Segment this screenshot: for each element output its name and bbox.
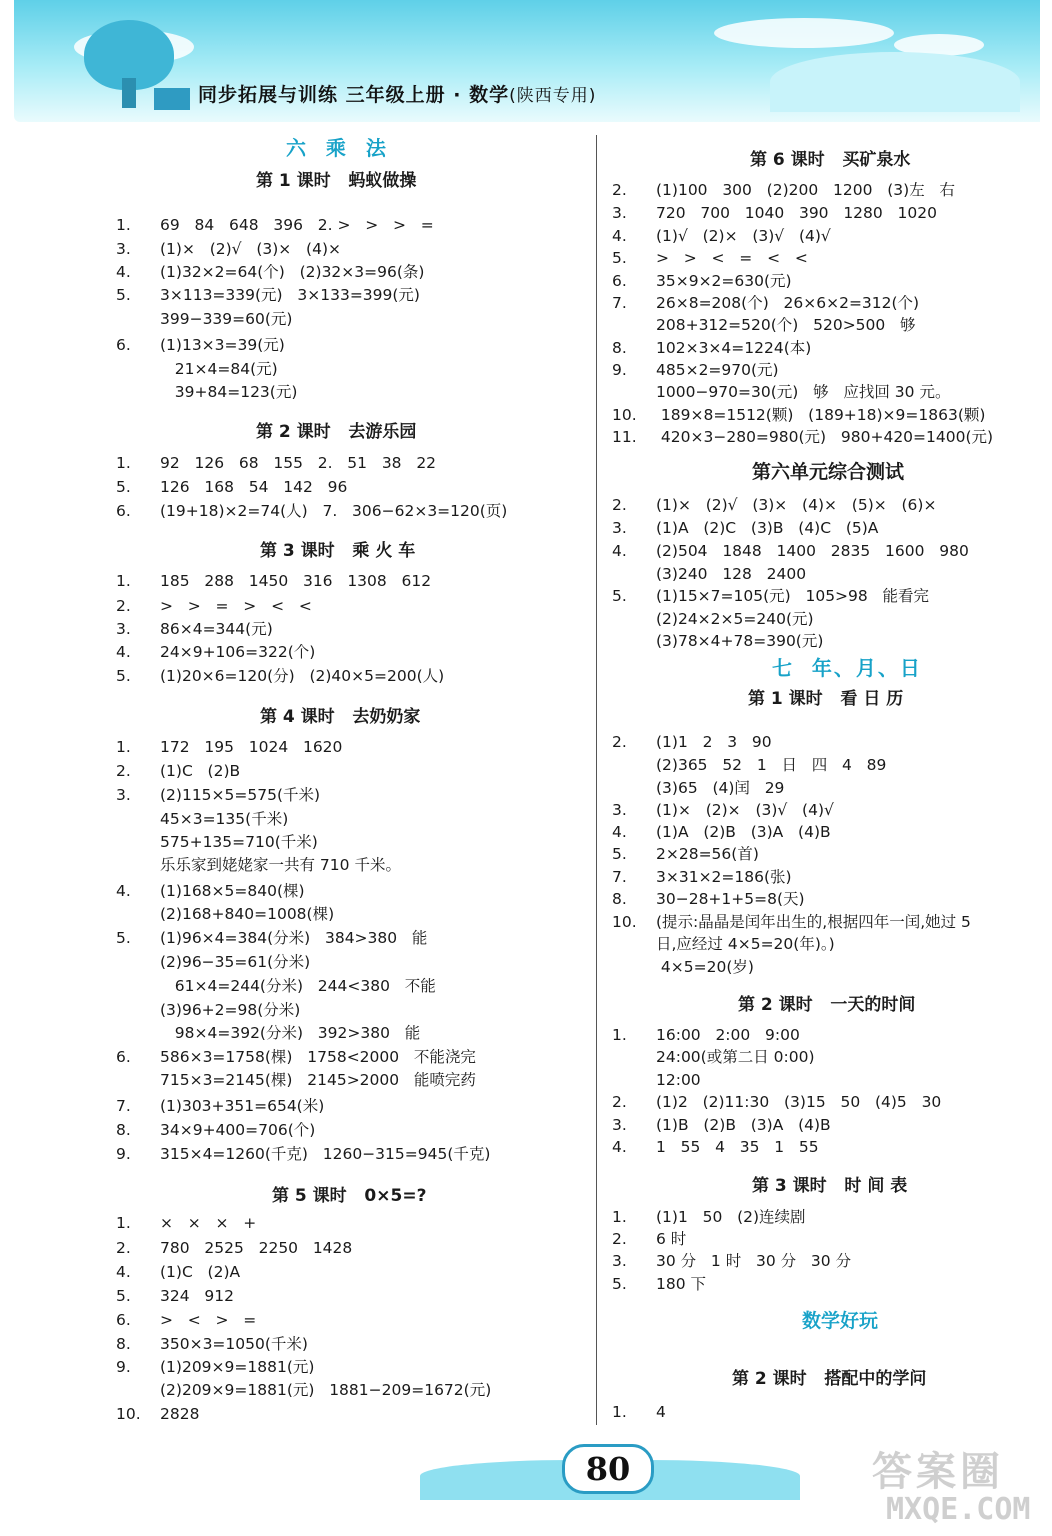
answer-line	[612, 889, 805, 909]
answer-text: 350×3=1050(千米)	[160, 1335, 308, 1353]
answer-text: (1)303+351=654(米)	[160, 1097, 325, 1115]
answer-text: 39+84=123(元)	[160, 383, 298, 401]
answer-line	[116, 881, 305, 901]
answer-line	[612, 203, 937, 223]
answer-line	[116, 215, 434, 235]
answer-line	[116, 571, 431, 591]
answer-text: 69 84 648 396 2. > > > =	[160, 216, 434, 234]
item-number: 4.	[612, 542, 627, 560]
answer-line	[116, 285, 420, 305]
answer-text: (2)365 52 1 日 四 4 89	[656, 756, 887, 774]
answer-line	[116, 1262, 240, 1282]
item-number: 8.	[116, 1335, 131, 1353]
answer-line	[116, 309, 292, 329]
answer-line	[612, 1092, 941, 1112]
answer-text: (19+18)×2=74(人) 7. 306−62×3=120(页)	[160, 502, 508, 520]
watermark	[872, 1440, 1040, 1530]
answer-text: (提示:晶晶是闰年出生的,根据四年一闰,她过 5	[656, 913, 971, 931]
item-number: 2.	[116, 597, 131, 615]
answer-text: (1)32×2=64(个) (2)32×3=96(条)	[160, 263, 425, 281]
answer-line	[612, 1137, 819, 1157]
item-number: 7.	[116, 1097, 131, 1115]
answer-line	[612, 755, 886, 775]
column-divider	[596, 135, 597, 1425]
answer-text: (1)√ (2)× (3)√ (4)√	[656, 227, 831, 245]
answer-line	[116, 596, 312, 616]
answer-text: 324 912	[160, 1287, 234, 1305]
item-number: 10.	[116, 1405, 141, 1423]
answer-text: (1)A (2)B (3)A (4)B	[656, 823, 831, 841]
tree-trunk-illustration	[122, 78, 136, 108]
answer-text: (1)C (2)A	[160, 1263, 241, 1281]
answer-text: 720 700 1040 390 1280 1020	[656, 204, 937, 222]
answer-line	[612, 360, 779, 380]
lesson-title: 第 4 课时 去奶奶家	[260, 707, 421, 727]
answer-line	[116, 855, 401, 875]
answer-line	[116, 809, 288, 829]
answer-text: (2)209×9=1881(元) 1881−209=1672(元)	[160, 1381, 492, 1399]
answer-line	[612, 495, 936, 515]
item-number: 6.	[116, 1048, 131, 1066]
item-number: 4.	[116, 1263, 131, 1281]
answer-line	[612, 338, 811, 358]
answer-text: 399−339=60(元)	[160, 310, 293, 328]
answer-text: 30−28+1+5=8(天)	[656, 890, 805, 908]
lesson-title: 第 1 课时 蚂蚁做操	[256, 171, 417, 191]
answer-line	[612, 382, 950, 402]
answer-text: 180 下	[656, 1275, 707, 1293]
answer-line	[612, 867, 792, 887]
item-number: 9.	[116, 1145, 131, 1163]
item-number: 5.	[116, 929, 131, 947]
answer-line	[116, 1334, 308, 1354]
lesson-title: 第 2 课时 搭配中的学问	[732, 1369, 927, 1389]
item-number: 5.	[612, 249, 627, 267]
answer-line	[116, 976, 436, 996]
answer-line	[116, 1096, 324, 1116]
answer-text: 420×3−280=980(元) 980+420=1400(元)	[656, 428, 994, 446]
answer-line	[116, 1070, 476, 1090]
answer-line	[116, 785, 320, 805]
item-number: 3.	[612, 1252, 627, 1270]
answer-line	[612, 732, 772, 752]
answer-text: 24×9+106=322(个)	[160, 643, 316, 661]
answer-text: 98×4=392(分米) 392>380 能	[160, 1024, 421, 1042]
answer-line	[116, 477, 347, 497]
lesson-title: 第 3 课时 乘 火 车	[260, 541, 416, 561]
answer-line	[116, 335, 285, 355]
unit-test-title: 第六单元综合测试	[752, 461, 905, 483]
answer-text: 26×8=208(个) 26×6×2=312(个)	[656, 294, 920, 312]
answer-text: (1)× (2)√ (3)× (4)×	[160, 240, 342, 258]
answer-text: (3)78×4+78=390(元)	[656, 632, 824, 650]
answer-text: (1)1 2 3 90	[656, 733, 772, 751]
answer-text: 715×3=2145(棵) 2145>2000 能喷完药	[160, 1071, 476, 1089]
answer-text: 208+312=520(个) 520>500 够	[656, 316, 916, 334]
item-number: 8.	[116, 1121, 131, 1139]
answer-text: (2)504 1848 1400 2835 1600 980	[656, 542, 969, 560]
item-number: 1.	[116, 1214, 131, 1232]
answer-text: 315×4=1260(千克) 1260−315=945(千克)	[160, 1145, 491, 1163]
answer-text: (1)96×4=384(分米) 384>380 能	[160, 929, 428, 947]
answer-text: (2)168+840=1008(棵)	[160, 905, 335, 923]
item-number: 3.	[116, 786, 131, 804]
item-number: 2.	[116, 1239, 131, 1257]
answer-line	[116, 1023, 420, 1043]
item-number: 2.	[116, 762, 131, 780]
item-number: 4.	[116, 882, 131, 900]
answer-text: 172 195 1024 1620	[160, 738, 343, 756]
answer-text: 4	[656, 1403, 666, 1421]
book-edition: (陕西专用)	[509, 86, 597, 106]
answer-line	[612, 293, 919, 313]
answer-line	[116, 501, 507, 521]
answer-text: 34×9+400=706(个)	[160, 1121, 316, 1139]
answer-text: 86×4=344(元)	[160, 620, 273, 638]
answer-text: (1)20×6=120(分) (2)40×5=200(人)	[160, 667, 445, 685]
item-number: 11.	[612, 428, 637, 446]
answer-text: > > < = < <	[656, 249, 808, 267]
answer-text: 485×2=970(元)	[656, 361, 779, 379]
answer-text: × × × +	[160, 1214, 257, 1232]
answer-line	[116, 1310, 256, 1330]
item-number: 9.	[116, 1358, 131, 1376]
item-number: 4.	[116, 643, 131, 661]
header-banner	[14, 0, 1040, 122]
item-number: 4.	[612, 227, 627, 245]
answer-text: > < > =	[160, 1311, 257, 1329]
item-number: 4.	[116, 263, 131, 281]
answer-line	[612, 1274, 706, 1294]
item-number: 10.	[612, 406, 637, 424]
answer-text: 6 时	[656, 1230, 687, 1248]
answer-text: 3×31×2=186(张)	[656, 868, 792, 886]
answer-text: 日,应经过 4×5=20(年)。)	[656, 935, 835, 953]
answer-line	[116, 952, 310, 972]
answer-line	[612, 1025, 800, 1045]
item-number: 6.	[116, 1311, 131, 1329]
answer-text: 1 55 4 35 1 55	[656, 1138, 819, 1156]
answer-line	[612, 800, 834, 820]
answer-line	[612, 1402, 666, 1422]
item-number: 5.	[612, 1275, 627, 1293]
lesson-title: 第 5 课时 0×5=?	[272, 1186, 427, 1206]
answer-text: (1)100 300 (2)200 1200 (3)左 右	[656, 181, 955, 199]
item-number: 3.	[612, 204, 627, 222]
item-number: 3.	[612, 801, 627, 819]
item-number: 3.	[612, 1116, 627, 1134]
answer-line	[612, 912, 971, 932]
answer-line	[116, 1238, 352, 1258]
answer-line	[116, 1000, 300, 1020]
answer-text: 1000−970=30(元) 够 应找回 30 元。	[656, 383, 951, 401]
item-number: 1.	[612, 1403, 627, 1421]
answer-text: (3)240 128 2400	[656, 565, 807, 583]
unit-title-multiplication: 六 乘 法	[286, 136, 388, 160]
answer-line	[116, 1357, 314, 1377]
answer-line	[116, 761, 240, 781]
section-title-math-fun: 数学好玩	[802, 1310, 879, 1332]
answer-line	[612, 180, 955, 200]
item-number: 10.	[612, 913, 637, 931]
answer-text: 189×8=1512(颗) (189+18)×9=1863(颗)	[656, 406, 986, 424]
item-number: 7.	[612, 294, 627, 312]
item-number: 1.	[116, 216, 131, 234]
answer-text: (1)× (2)× (3)√ (4)√	[656, 801, 834, 819]
unit-title-calendar: 七 年、月、日	[772, 656, 922, 680]
answer-text: 61×4=244(分米) 244<380 不能	[160, 977, 436, 995]
answer-line	[612, 427, 993, 447]
answer-text: 586×3=1758(棵) 1758<2000 不能浇完	[160, 1048, 476, 1066]
answer-text: 24:00(或第二日 0:00)	[656, 1048, 815, 1066]
answer-text: 21×4=84(元)	[160, 360, 278, 378]
answer-line	[612, 609, 814, 629]
answer-line	[116, 904, 334, 924]
page-number: 80	[562, 1444, 654, 1494]
house-illustration	[154, 88, 190, 110]
answer-line	[612, 1207, 806, 1227]
answer-text: (1)15×7=105(元) 105>98 能看完	[656, 587, 930, 605]
answer-line	[116, 382, 297, 402]
lesson-title: 第 3 课时 时 间 表	[752, 1176, 908, 1196]
answer-text: (1)13×3=39(元)	[160, 336, 285, 354]
answer-line	[116, 1380, 491, 1400]
answer-text: (2)24×2×5=240(元)	[656, 610, 814, 628]
answer-line	[116, 619, 273, 639]
item-number: 8.	[612, 890, 627, 908]
answer-line	[116, 1213, 256, 1233]
item-number: 5.	[116, 286, 131, 304]
item-number: 2.	[612, 1230, 627, 1248]
item-number: 1.	[612, 1208, 627, 1226]
answer-text: 2828	[160, 1405, 200, 1423]
answer-line	[116, 239, 341, 259]
answer-text: (1)C (2)B	[160, 762, 241, 780]
answer-text: 92 126 68 155 2. 51 38 22	[160, 454, 437, 472]
item-number: 2.	[612, 496, 627, 514]
item-number: 5.	[612, 845, 627, 863]
answer-text: (2)96−35=61(分米)	[160, 953, 311, 971]
answer-line	[612, 271, 792, 291]
item-number: 8.	[612, 339, 627, 357]
answer-line	[612, 1115, 831, 1135]
answer-line	[612, 405, 985, 425]
answer-line	[116, 1120, 315, 1140]
answer-line	[116, 1144, 490, 1164]
answer-text: 35×9×2=630(元)	[656, 272, 792, 290]
answer-line	[612, 518, 878, 538]
item-number: 6.	[116, 336, 131, 354]
item-number: 5.	[116, 1287, 131, 1305]
answer-line	[116, 1047, 476, 1067]
answer-text: 780 2525 2250 1428	[160, 1239, 353, 1257]
answer-text: (1)2 (2)11:30 (3)15 50 (4)5 30	[656, 1093, 942, 1111]
answer-line	[116, 737, 342, 757]
item-number: 3.	[116, 240, 131, 258]
answer-line	[612, 822, 831, 842]
item-number: 7.	[612, 868, 627, 886]
answer-line	[612, 564, 806, 584]
item-number: 4.	[612, 1138, 627, 1156]
book-title-main: 同步拓展与训练 三年级上册 · 数学	[198, 84, 510, 106]
answer-line	[612, 1251, 851, 1271]
answer-text: 102×3×4=1224(本)	[656, 339, 812, 357]
answer-text: (1)B (2)B (3)A (4)B	[656, 1116, 831, 1134]
answer-text: 185 288 1450 316 1308 612	[160, 572, 432, 590]
item-number: 4.	[612, 823, 627, 841]
page-footer	[420, 1420, 800, 1500]
answer-line	[116, 1286, 234, 1306]
item-number: 1.	[116, 454, 131, 472]
answer-line	[116, 832, 318, 852]
answer-text: (1)A (2)C (3)B (4)C (5)A	[656, 519, 879, 537]
answer-line	[116, 928, 427, 948]
answer-line	[612, 844, 759, 864]
item-number: 2.	[612, 1093, 627, 1111]
item-number: 2.	[612, 733, 627, 751]
answer-text: 4×5=20(岁)	[656, 958, 754, 976]
answer-line	[612, 586, 929, 606]
lesson-title: 第 1 课时 看 日 历	[748, 689, 904, 709]
lesson-title: 第 2 课时 一天的时间	[738, 995, 916, 1015]
item-number: 5.	[116, 667, 131, 685]
answer-line	[612, 631, 823, 651]
answer-text: 3×113=339(元) 3×133=399(元)	[160, 286, 420, 304]
item-number: 6.	[612, 272, 627, 290]
answer-text: (3)96+2=98(分米)	[160, 1001, 301, 1019]
answer-line	[116, 666, 444, 686]
item-number: 5.	[116, 478, 131, 496]
item-number: 2.	[612, 181, 627, 199]
item-number: 6.	[116, 502, 131, 520]
answer-line	[116, 453, 436, 473]
answer-text: 126 168 54 142 96	[160, 478, 348, 496]
answer-text: 45×3=135(千米)	[160, 810, 289, 828]
answer-text: (1)1 50 (2)连续剧	[656, 1208, 806, 1226]
answer-line	[612, 226, 831, 246]
cloud-decoration	[714, 18, 894, 48]
answer-text: (3)65 (4)闰 29	[656, 779, 785, 797]
item-number: 3.	[116, 620, 131, 638]
answer-text: 2×28=56(首)	[656, 845, 759, 863]
answer-line	[116, 1404, 199, 1424]
item-number: 1.	[116, 572, 131, 590]
answer-line	[116, 359, 278, 379]
answer-line	[612, 1229, 686, 1249]
item-number: 1.	[116, 738, 131, 756]
answer-line	[612, 778, 784, 798]
answer-text: 12:00	[656, 1071, 701, 1089]
book-title	[198, 80, 596, 107]
item-number: 9.	[612, 361, 627, 379]
answer-text: > > = > < <	[160, 597, 312, 615]
answer-text: (1)× (2)√ (3)× (4)× (5)× (6)×	[656, 496, 937, 514]
item-number: 5.	[612, 587, 627, 605]
item-number: 1.	[612, 1026, 627, 1044]
watermark-url: MXQE.COM	[886, 1492, 1031, 1527]
lesson-title: 第 2 课时 去游乐园	[256, 422, 417, 442]
answer-line	[612, 248, 808, 268]
answer-text: (2)115×5=575(千米)	[160, 786, 321, 804]
answer-text: 575+135=710(千米)	[160, 833, 318, 851]
answer-line	[612, 1070, 701, 1090]
hill-illustration	[770, 52, 1020, 112]
answer-line	[116, 642, 315, 662]
answer-text: (1)209×9=1881(元)	[160, 1358, 315, 1376]
answer-line	[612, 957, 754, 977]
answer-line	[612, 541, 969, 561]
answer-line	[612, 934, 835, 954]
answer-line	[612, 315, 916, 335]
answer-text: (1)168×5=840(棵)	[160, 882, 305, 900]
watermark-logo-text: 答案圈	[872, 1449, 1004, 1495]
lesson-title: 第 6 课时 买矿泉水	[750, 150, 911, 170]
answer-line	[116, 262, 424, 282]
item-number: 3.	[612, 519, 627, 537]
answer-text: 30 分 1 时 30 分 30 分	[656, 1252, 852, 1270]
answer-line	[612, 1047, 815, 1067]
answer-text: 乐乐家到姥姥家一共有 710 千米。	[160, 856, 401, 874]
answer-text: 16:00 2:00 9:00	[656, 1026, 800, 1044]
